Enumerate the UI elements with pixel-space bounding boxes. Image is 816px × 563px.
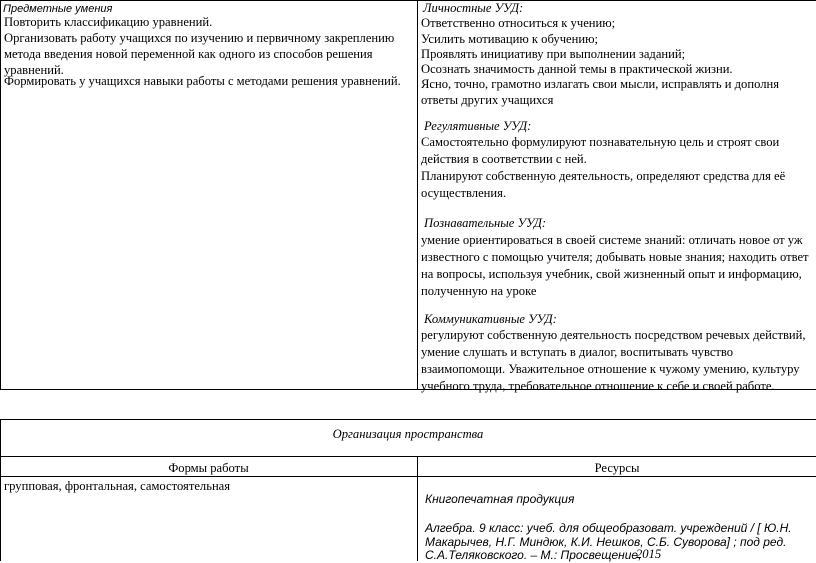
personal-uud-line: ответы других учащихся — [421, 93, 554, 107]
subject-skills-line: метода введения новой переменной как одного из способов решения — [4, 47, 373, 61]
cognitive-uud-heading: Познавательные УУД: — [424, 216, 547, 230]
space-organization-title: Организация пространства — [332, 427, 484, 441]
textbook-year: 2015 — [636, 547, 662, 561]
regulatory-uud-heading: Регулятивные УУД: — [424, 119, 532, 133]
communicative-uud-line: умение слушать и вступать в диалог, воспитывать чувство — [421, 345, 734, 359]
work-forms-value: групповая, фронтальная, самостоятельная — [4, 479, 231, 493]
printed-materials-heading: Книгопечатная продукция — [425, 492, 575, 506]
resources-column-header: Ресурсы — [594, 461, 640, 475]
regulatory-uud-line: Самостоятельно формулируют познавательную цель и строят свои — [421, 135, 780, 149]
cognitive-uud-line: на вопросы, используя учебник, свой жизненный опыт и информацию, — [421, 267, 802, 281]
regulatory-uud-line: осуществления. — [421, 186, 507, 200]
cognitive-uud-line: умение ориентироваться в своей системе знаний: отличать новое от уж — [421, 233, 803, 247]
communicative-uud-line: взаимопомощи. Уважительное отношение к чужому умению, культуру — [421, 362, 800, 376]
communicative-uud-heading: Коммуникативные УУД: — [424, 312, 557, 326]
personal-uud-line: Ответственно относиться к учению; — [421, 16, 616, 30]
subject-skills-header: Предметные умения — [3, 3, 113, 15]
subject-skills-line: Формировать у учащихся навыки работы с методами решения уравнений. — [4, 74, 401, 88]
subject-skills-line: Организовать работу учащихся по изучению и первичному закреплению — [4, 31, 395, 45]
communicative-uud-line: регулируют собственную деятельность посредством речевых действий, — [421, 328, 806, 342]
cognitive-uud-line: известного с помощью учителя; добывать новые знания; находить ответ — [421, 250, 809, 264]
personal-uud-line: Усилить мотивацию к обучению; — [421, 32, 599, 46]
regulatory-uud-line: Планируют собственную деятельность, определяют средства для её — [421, 169, 786, 183]
table2-header-separator — [0, 476, 816, 477]
personal-uud-line: Осознать значимость данной темы в практической жизни. — [421, 62, 733, 76]
table1-divider — [417, 0, 418, 390]
table1-left-border — [0, 0, 1, 390]
personal-uud-line: Ясно, точно, грамотно излагать свои мысли, исправлять и дополня — [421, 77, 780, 91]
table2-title-separator — [0, 456, 816, 457]
textbook-reference-line: Макарычев, Н.Г. Миндюк, К.И. Нешков, С.Б. Суворова] ; под ред. — [425, 535, 787, 549]
textbook-reference-line: Алгебра. 9 класс: учеб. для общеобразоват. учреждений / [ Ю.Н. — [425, 521, 792, 535]
personal-uud-heading: Личностные УУД: — [423, 1, 524, 15]
table2-top-border — [0, 419, 816, 420]
regulatory-uud-line: действия в соответствии с ней. — [421, 152, 587, 166]
forms-column-header: Формы работы — [168, 461, 249, 475]
cognitive-uud-line: полученную на уроке — [421, 284, 537, 298]
table1-top-border — [0, 0, 816, 1]
textbook-reference-line: С.А.Теляковского. – М.: Просвещение, — [425, 548, 642, 562]
personal-uud-line: Проявлять инициативу при выполнении заданий; — [421, 47, 686, 61]
subject-skills-line: уравнений. — [4, 63, 64, 77]
communicative-uud-line: учебного труда, требовательное отношение к себе и своей работе. — [421, 379, 775, 393]
subject-skills-line: Повторить классификацию уравнений. — [4, 15, 213, 29]
